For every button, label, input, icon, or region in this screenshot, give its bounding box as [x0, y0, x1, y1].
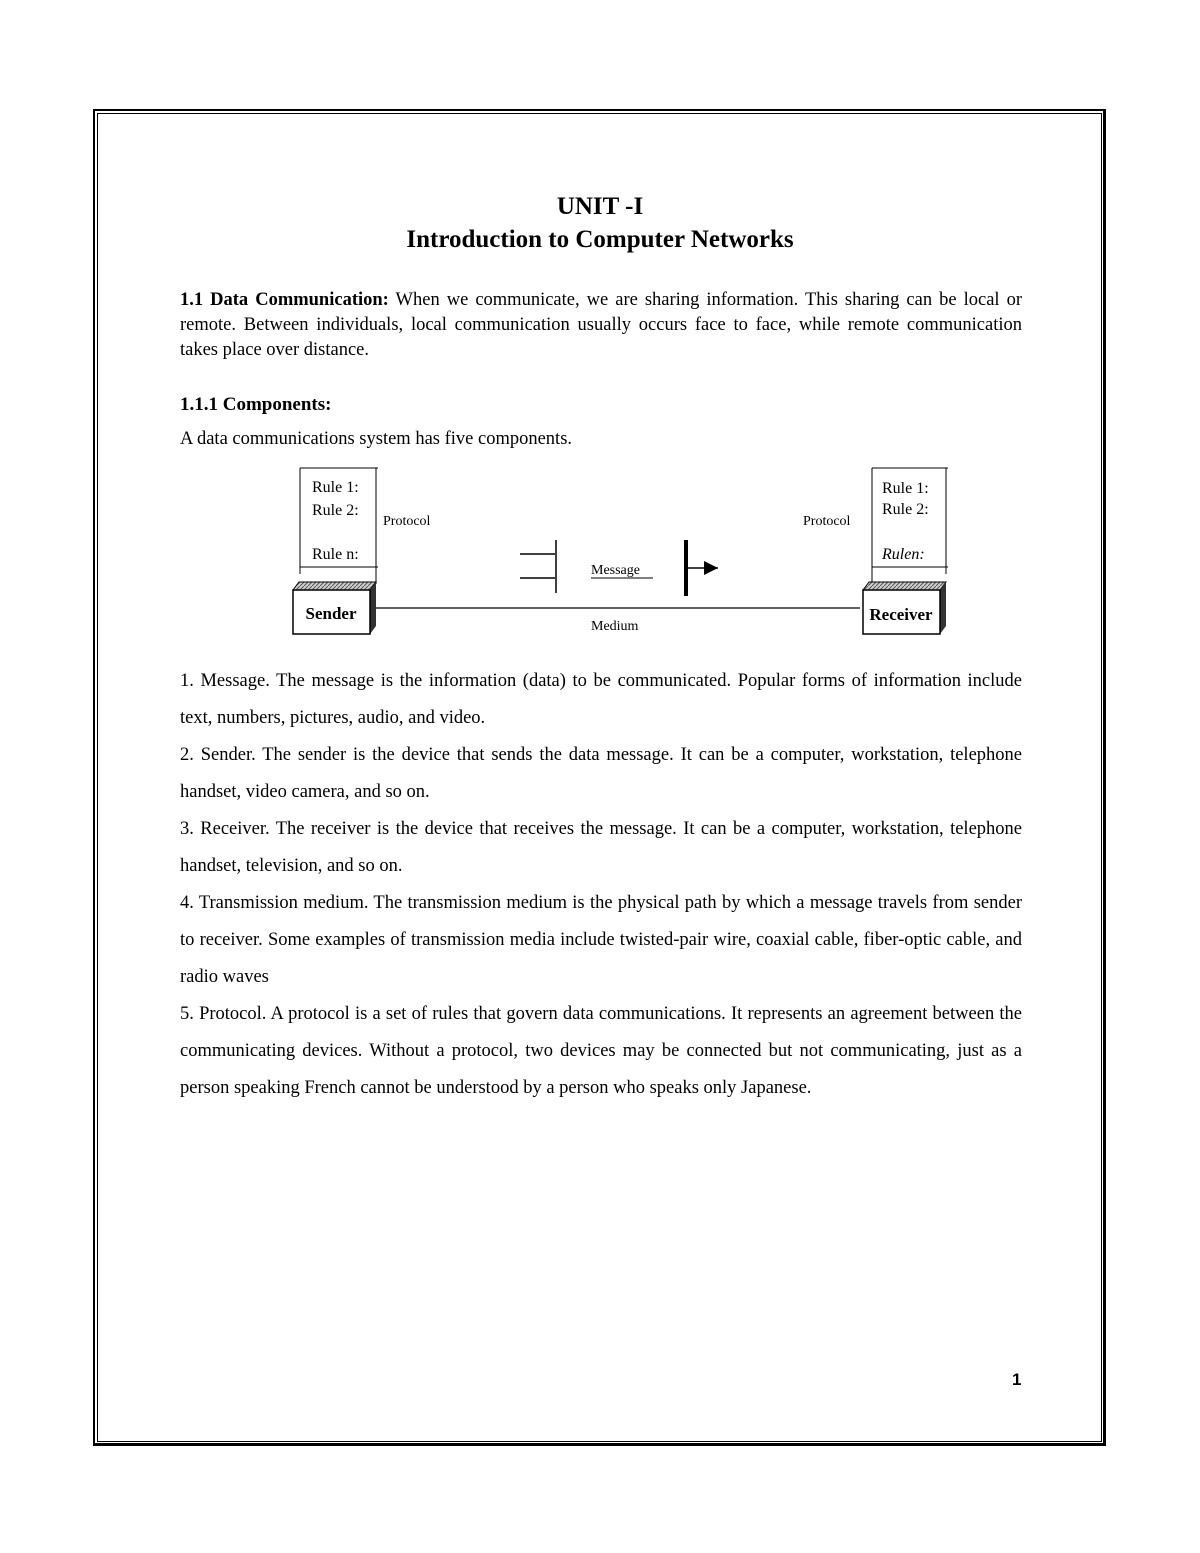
section-text: When we communicate, we are sharing information. This sharing can be local or remote. Between individuals, local communication usually occurs face to face, while remote communication takes place over distance. [180, 290, 1022, 360]
protocol-label-right: Protocol [803, 514, 851, 529]
sender-rule-2: Rule 2: [312, 502, 359, 519]
medium-label: Medium [591, 619, 639, 634]
sender-rule-n: Rule n: [312, 546, 359, 563]
unit-title: UNIT -I [556, 193, 644, 220]
receiver-rule-n: Rulen: [882, 546, 925, 563]
components-lead: A data communications system has five components. [180, 429, 573, 449]
sender-rule-1: Rule 1: [312, 479, 359, 496]
receiver-rule-1: Rule 1: [882, 480, 929, 497]
components-list [180, 663, 1022, 1107]
message-label: Message [591, 563, 640, 578]
protocol-label-left: Protocol [383, 514, 431, 529]
component-protocol: 5. Protocol. A protocol is a set of rules that govern data communications. It represents an agreement between the communicating devices. Without a protocol, two devices may be connected but not communicating, just as a person speaking French cannot be understood by a person who speaks only Japanese. [180, 1004, 1022, 1098]
component-message: 1. Message. The message is the information (data) to be communicated. Popular forms of information include text, numbers, pictures, audio, and video. [180, 671, 1022, 728]
page-number: 1 [1012, 1370, 1022, 1389]
sender-label: Sender [305, 604, 357, 623]
components-heading: 1.1.1 Components: [180, 394, 332, 415]
chapter-title: Introduction to Computer Networks [406, 226, 794, 253]
component-medium: 4. Transmission medium. The transmission medium is the physical path by which a message travels from sender to receiver. Some examples of transmission media include twisted-pair wire, coaxial cable, fiber-optic cable, and radio waves [180, 893, 1022, 987]
receiver-rule-2: Rule 2: [882, 501, 929, 518]
section-intro-paragraph [180, 288, 1022, 363]
receiver-label: Receiver [869, 605, 933, 624]
component-receiver: 3. Receiver. The receiver is the device that receives the message. It can be a computer, workstation, telephone handset, television, and so on. [180, 819, 1022, 876]
section-label: 1.1 Data Communication: [180, 290, 389, 310]
components-diagram [280, 462, 960, 642]
component-sender: 2. Sender. The sender is the device that sends the data message. It can be a computer, workstation, telephone handset, video camera, and so on. [180, 745, 1022, 802]
